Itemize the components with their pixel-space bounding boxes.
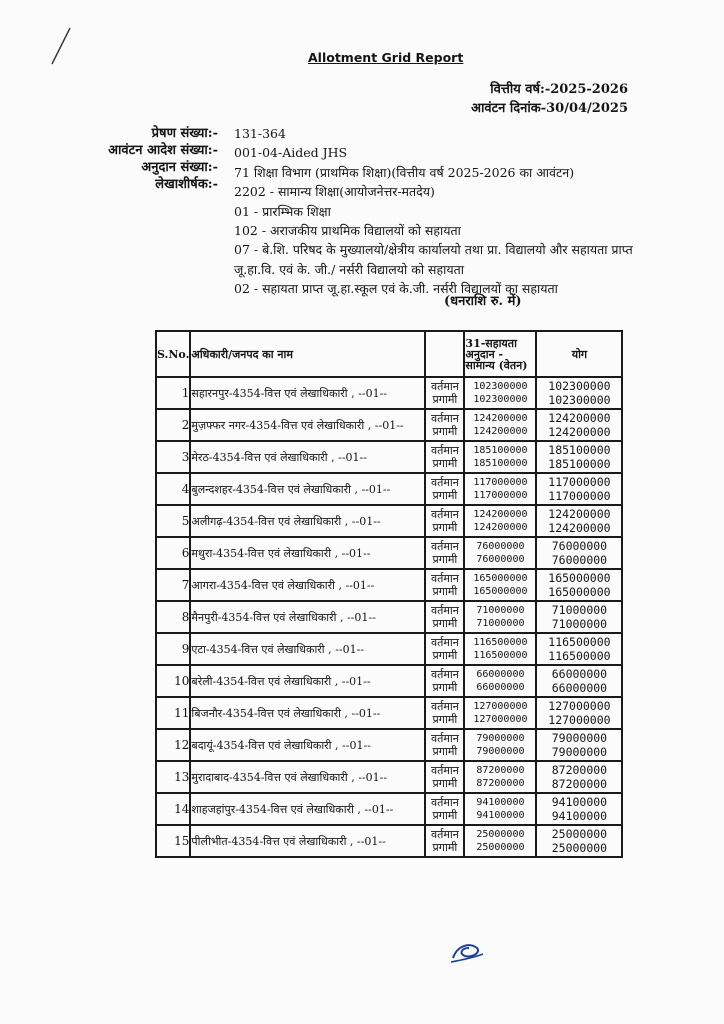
amount-progressive: 71000000	[476, 618, 525, 629]
total-current: 124200000	[548, 507, 611, 521]
type-progressive-label: प्रगामी	[432, 521, 458, 534]
meta-value: 71 शिक्षा विभाग (प्राथमिक शिक्षा)(वित्तीय वर्ष 2025-2026 का आवंटन)	[234, 164, 575, 180]
table-row	[156, 665, 622, 697]
amount-current: 116500000	[473, 637, 528, 648]
row-total	[536, 825, 622, 857]
row-type	[425, 505, 464, 537]
row-sno: 1	[156, 377, 190, 409]
row-sno: 15	[156, 825, 190, 857]
total-progressive: 165000000	[548, 585, 611, 599]
row-amount	[464, 633, 536, 665]
row-sno: 8	[156, 601, 190, 633]
type-progressive-label: प्रगामी	[432, 809, 458, 822]
type-progressive-label: प्रगामी	[432, 489, 458, 502]
meta-value: 131-364	[234, 126, 286, 141]
row-officer-name: मेरठ-4354-वित्त एवं लेखाधिकारी , --01--	[190, 441, 425, 473]
row-total	[536, 569, 622, 601]
row-total	[536, 505, 622, 537]
row-total	[536, 633, 622, 665]
row-amount	[464, 537, 536, 569]
amount-progressive: 117000000	[473, 490, 528, 501]
table-row	[156, 633, 622, 665]
row-sno: 6	[156, 537, 190, 569]
meta-values	[234, 124, 654, 299]
row-sno: 3	[156, 441, 190, 473]
row-amount	[464, 729, 536, 761]
financial-year: वित्तीय वर्ष:-2025-2026	[490, 82, 628, 97]
meta-labels	[66, 125, 218, 193]
type-current-label: वर्तमान	[430, 540, 459, 553]
table-row	[156, 697, 622, 729]
type-progressive-label: प्रगामी	[432, 777, 458, 790]
meta-label: प्रेषण संख्या:-	[151, 126, 218, 141]
amount-current: 117000000	[473, 477, 528, 488]
row-sno: 10	[156, 665, 190, 697]
row-type	[425, 473, 464, 505]
meta-value: 2202 - सामान्य शिक्षा(आयोजनेत्तर-मतदेय)	[234, 184, 435, 200]
table-row	[156, 537, 622, 569]
type-progressive-label: प्रगामी	[432, 649, 458, 662]
meta-value: 102 - अराजकीय प्राथमिक विद्यालयों को सहायता	[234, 223, 461, 239]
allotment-table	[155, 330, 623, 858]
amount-current: 66000000	[476, 669, 525, 680]
row-sno: 9	[156, 633, 190, 665]
amount-current: 87200000	[476, 765, 525, 776]
header-name: अधिकारी/जनपद का नाम	[190, 331, 425, 377]
row-officer-name: पीलीभीत-4354-वित्त एवं लेखाधिकारी , --01--	[190, 825, 425, 857]
row-type	[425, 569, 464, 601]
total-progressive: 79000000	[551, 745, 608, 759]
row-type	[425, 441, 464, 473]
total-current: 102300000	[548, 379, 611, 393]
total-progressive: 127000000	[548, 713, 611, 727]
type-current-label: वर्तमान	[430, 636, 459, 649]
total-progressive: 124200000	[548, 425, 611, 439]
amount-progressive: 25000000	[476, 842, 525, 853]
row-officer-name: शाहजहांपुर-4354-वित्त एवं लेखाधिकारी , --01--	[190, 793, 425, 825]
type-progressive-label: प्रगामी	[432, 425, 458, 438]
row-sno: 12	[156, 729, 190, 761]
type-current-label: वर्तमान	[430, 380, 459, 393]
type-current-label: वर्तमान	[430, 508, 459, 521]
amount-current: 79000000	[476, 733, 525, 744]
type-current-label: वर्तमान	[430, 732, 459, 745]
meta-label: आवंटन आदेश संख्या:-	[108, 143, 218, 158]
row-amount	[464, 441, 536, 473]
type-progressive-label: प्रगामी	[432, 681, 458, 694]
row-officer-name: मथुरा-4354-वित्त एवं लेखाधिकारी , --01--	[190, 537, 425, 569]
meta-value: 07 - बे.शि. परिषद के मुख्यालयो/क्षेत्रीय कार्यालयो तथा प्रा. विद्यालयो और सहायता प्राप्त जू.हा.वि. एवं के. जी./ नर्सरी विद्यालयो को सहायता	[234, 242, 633, 277]
allotment-date: आवंटन दिनांक-30/04/2025	[471, 101, 628, 116]
row-officer-name: सहारनपुर-4354-वित्त एवं लेखाधिकारी , --01--	[190, 377, 425, 409]
total-current: 76000000	[551, 539, 608, 553]
amount-progressive: 185100000	[473, 458, 528, 469]
amount-progressive: 66000000	[476, 682, 525, 693]
amount-progressive: 87200000	[476, 778, 525, 789]
row-sno: 13	[156, 761, 190, 793]
row-total	[536, 473, 622, 505]
amount-note: (धनराशि रु. में)	[444, 294, 522, 309]
total-current: 94100000	[551, 795, 608, 809]
table-row	[156, 569, 622, 601]
total-current: 165000000	[548, 571, 611, 585]
table-header-row	[156, 331, 622, 377]
type-current-label: वर्तमान	[430, 412, 459, 425]
row-officer-name: बरेली-4354-वित्त एवं लेखाधिकारी , --01--	[190, 665, 425, 697]
row-amount	[464, 665, 536, 697]
report-title: Allotment Grid Report	[308, 50, 464, 65]
total-current: 87200000	[551, 763, 608, 777]
amount-current: 165000000	[473, 573, 528, 584]
row-officer-name: मुरादाबाद-4354-वित्त एवं लेखाधिकारी , --01--	[190, 761, 425, 793]
row-amount	[464, 761, 536, 793]
table-row	[156, 729, 622, 761]
amount-current: 94100000	[476, 797, 525, 808]
type-current-label: वर्तमान	[430, 668, 459, 681]
total-current: 124200000	[548, 411, 611, 425]
row-total	[536, 441, 622, 473]
row-officer-name: बिजनौर-4354-वित्त एवं लेखाधिकारी , --01--	[190, 697, 425, 729]
row-officer-name: बदायूं-4354-वित्त एवं लेखाधिकारी , --01--	[190, 729, 425, 761]
row-amount	[464, 601, 536, 633]
amount-progressive: 165000000	[473, 586, 528, 597]
row-amount	[464, 793, 536, 825]
table-row	[156, 601, 622, 633]
row-total	[536, 729, 622, 761]
row-total	[536, 793, 622, 825]
table-row	[156, 377, 622, 409]
row-total	[536, 377, 622, 409]
type-progressive-label: प्रगामी	[432, 393, 458, 406]
type-current-label: वर्तमान	[430, 700, 459, 713]
type-current-label: वर्तमान	[430, 828, 459, 841]
row-officer-name: मैनपुरी-4354-वित्त एवं लेखाधिकारी , --01--	[190, 601, 425, 633]
row-type	[425, 537, 464, 569]
row-total	[536, 601, 622, 633]
amount-progressive: 94100000	[476, 810, 525, 821]
row-type	[425, 761, 464, 793]
total-progressive: 124200000	[548, 521, 611, 535]
row-type	[425, 409, 464, 441]
table-row	[156, 473, 622, 505]
header-amount: 31-सहायता अनुदान - सामान्य (वेतन)	[464, 331, 536, 377]
row-total	[536, 409, 622, 441]
row-sno: 2	[156, 409, 190, 441]
amount-current: 127000000	[473, 701, 528, 712]
total-progressive: 25000000	[551, 841, 608, 855]
total-current: 116500000	[548, 635, 611, 649]
total-progressive: 116500000	[548, 649, 611, 663]
row-amount	[464, 473, 536, 505]
row-sno: 4	[156, 473, 190, 505]
amount-current: 71000000	[476, 605, 525, 616]
row-type	[425, 377, 464, 409]
total-progressive: 185100000	[548, 457, 611, 471]
amount-current: 102300000	[473, 381, 528, 392]
total-progressive: 94100000	[551, 809, 608, 823]
row-type	[425, 665, 464, 697]
pen-stroke-mark	[48, 26, 74, 66]
meta-value: 001-04-Aided JHS	[234, 145, 348, 161]
amount-progressive: 124200000	[473, 522, 528, 533]
type-current-label: वर्तमान	[430, 764, 459, 777]
total-progressive: 76000000	[551, 553, 608, 567]
amount-progressive: 116500000	[473, 650, 528, 661]
type-current-label: वर्तमान	[430, 444, 459, 457]
type-progressive-label: प्रगामी	[432, 617, 458, 630]
row-officer-name: अलीगढ़-4354-वित्त एवं लेखाधिकारी , --01--	[190, 505, 425, 537]
row-sno: 7	[156, 569, 190, 601]
amount-current: 124200000	[473, 413, 528, 424]
type-current-label: वर्तमान	[430, 796, 459, 809]
total-progressive: 87200000	[551, 777, 608, 791]
row-type	[425, 793, 464, 825]
type-progressive-label: प्रगामी	[432, 553, 458, 566]
row-officer-name: बुलन्दशहर-4354-वित्त एवं लेखाधिकारी , --01--	[190, 473, 425, 505]
table-row	[156, 825, 622, 857]
table-row	[156, 793, 622, 825]
row-sno: 5	[156, 505, 190, 537]
type-progressive-label: प्रगामी	[432, 457, 458, 470]
row-type	[425, 633, 464, 665]
row-amount	[464, 697, 536, 729]
row-type	[425, 825, 464, 857]
amount-progressive: 102300000	[473, 394, 528, 405]
type-current-label: वर्तमान	[430, 476, 459, 489]
total-current: 127000000	[548, 699, 611, 713]
row-total	[536, 697, 622, 729]
row-officer-name: आगरा-4354-वित्त एवं लेखाधिकारी , --01--	[190, 569, 425, 601]
meta-value: 01 - प्रारम्भिक शिक्षा	[234, 203, 331, 219]
type-progressive-label: प्रगामी	[432, 745, 458, 758]
total-progressive: 117000000	[548, 489, 611, 503]
total-current: 79000000	[551, 731, 608, 745]
row-amount	[464, 825, 536, 857]
amount-progressive: 127000000	[473, 714, 528, 725]
amount-current: 124200000	[473, 509, 528, 520]
row-type	[425, 729, 464, 761]
type-current-label: वर्तमान	[430, 604, 459, 617]
amount-progressive: 79000000	[476, 746, 525, 757]
table-row	[156, 505, 622, 537]
row-amount	[464, 569, 536, 601]
row-total	[536, 537, 622, 569]
row-type	[425, 601, 464, 633]
amount-current: 25000000	[476, 829, 525, 840]
row-amount	[464, 505, 536, 537]
amount-current: 76000000	[476, 541, 525, 552]
table-row	[156, 409, 622, 441]
total-current: 66000000	[551, 667, 608, 681]
row-total	[536, 761, 622, 793]
total-progressive: 102300000	[548, 393, 611, 407]
row-sno: 14	[156, 793, 190, 825]
total-progressive: 66000000	[551, 681, 608, 695]
amount-progressive: 124200000	[473, 426, 528, 437]
row-sno: 11	[156, 697, 190, 729]
total-current: 117000000	[548, 475, 611, 489]
meta-label: अनुदान संख्या:-	[141, 160, 218, 175]
signature-mark	[447, 936, 487, 966]
row-officer-name: एटा-4354-वित्त एवं लेखाधिकारी , --01--	[190, 633, 425, 665]
type-progressive-label: प्रगामी	[432, 841, 458, 854]
total-progressive: 71000000	[551, 617, 608, 631]
row-type	[425, 697, 464, 729]
type-progressive-label: प्रगामी	[432, 585, 458, 598]
row-total	[536, 665, 622, 697]
amount-progressive: 76000000	[476, 554, 525, 565]
table-row	[156, 761, 622, 793]
row-officer-name: मुज़फ्फर नगर-4354-वित्त एवं लेखाधिकारी , --01--	[190, 409, 425, 441]
row-amount	[464, 377, 536, 409]
meta-value: 02 - सहायता प्राप्त जू.हा.स्कूल एवं के.जी. नर्सरी विद्यालयों का सहायता	[234, 281, 558, 297]
header-total: योग	[536, 331, 622, 377]
total-current: 185100000	[548, 443, 611, 457]
total-current: 71000000	[551, 603, 608, 617]
total-current: 25000000	[551, 827, 608, 841]
meta-label: लेखाशीर्षक:-	[155, 177, 218, 192]
table-row	[156, 441, 622, 473]
amount-current: 185100000	[473, 445, 528, 456]
type-current-label: वर्तमान	[430, 572, 459, 585]
header-sno: S.No.	[156, 331, 190, 377]
type-progressive-label: प्रगामी	[432, 713, 458, 726]
header-type	[425, 331, 464, 377]
row-amount	[464, 409, 536, 441]
